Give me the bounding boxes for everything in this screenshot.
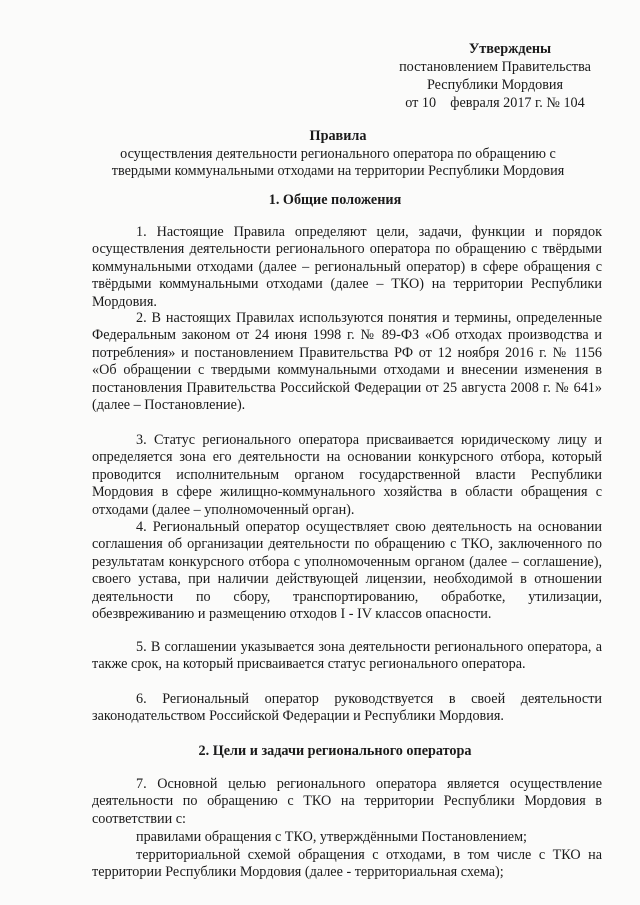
paragraph-3: 3. Статус регионального оператора присваивается юридическому лицу и определяется зона его деятельности на основании конкурсного отбора, который проводится исполнительным органом государственной власти Республики Мордовия в сфере жилищно-коммунального хозяйства в области обращения с отходами (далее – уполномоченный орган). [92,432,602,518]
document-title [88,128,588,181]
paragraph-1: 1. Настоящие Правила определяют цели, задачи, функции и порядок осуществления деятельности регионального оператора по обращению с твёрдыми коммунальными отходами (далее – региональный оператор) в сфере обращения с твёрдыми коммунальными отходами (далее – ТКО) на территории Республики Мордовия. [92,224,602,310]
title-line-1: осуществления деятельности регионального оператора по обращению с [120,145,556,162]
approval-block [380,40,610,112]
title-line-2: твердыми коммунальными отходами на территории Республики Мордовия [111,163,565,179]
list-item-2: территориальной схемой обращения с отходами, в том числе с ТКО на территории Республики Мордовия (далее - территориальная схема); [92,847,602,881]
approval-heading: Утверждены [468,41,552,57]
section-1-heading: 1. Общие положения [268,192,402,208]
paragraph-2: 2. В настоящих Правилах используются понятия и термины, определенные Федеральным законом от 24 июня 1998 г. № 89-ФЗ «Об отходах производства и потребления» и постановлением Правительства РФ от 12 ноября 2016 г. № 1156 «Об обращении с твердыми коммунальными отходами и внесении изменения в постановления Правительства Российской Федерации от 25 августа 2008 г. № 641» (далее – Постановление). [92,310,602,414]
approval-line-3: от 10 февраля 2017 г. № 104 [405,95,585,111]
approval-line-1: постановлением Правительства [399,59,591,75]
title-name: Правила [309,128,367,144]
approval-line-2: Республики Мордовия [426,77,564,93]
paragraph-5: 5. В соглашении указывается зона деятельности регионального оператора, а также срок, на который присваивается статус регионального оператора. [92,639,602,673]
list-item-1: правилами обращения с ТКО, утверждёнными Постановлением; [136,829,528,845]
paragraph-6: 6. Региональный оператор руководствуется в своей деятельности законодательством Российской Федерации и Республики Мордовия. [92,691,602,725]
section-2-heading: 2. Цели и задачи регионального оператора [198,743,472,759]
paragraph-7: 7. Основной целью регионального оператора является осуществление деятельности по обращению с ТКО на территории Республики Мордовия в соответствии с: [92,776,602,827]
paragraph-4: 4. Региональный оператор осуществляет свою деятельность на основании соглашения об организации деятельности по обращению с ТКО, заключенного по результатам конкурсного отбора с уполномоченным органом (далее – соглашение), своего устава, при наличии действующей лицензии, необходимой в отношении деятельности по сбору, транспортированию, обработке, утилизации, обезвреживанию и размещению отходов I - IV классов опасности. [92,519,602,623]
